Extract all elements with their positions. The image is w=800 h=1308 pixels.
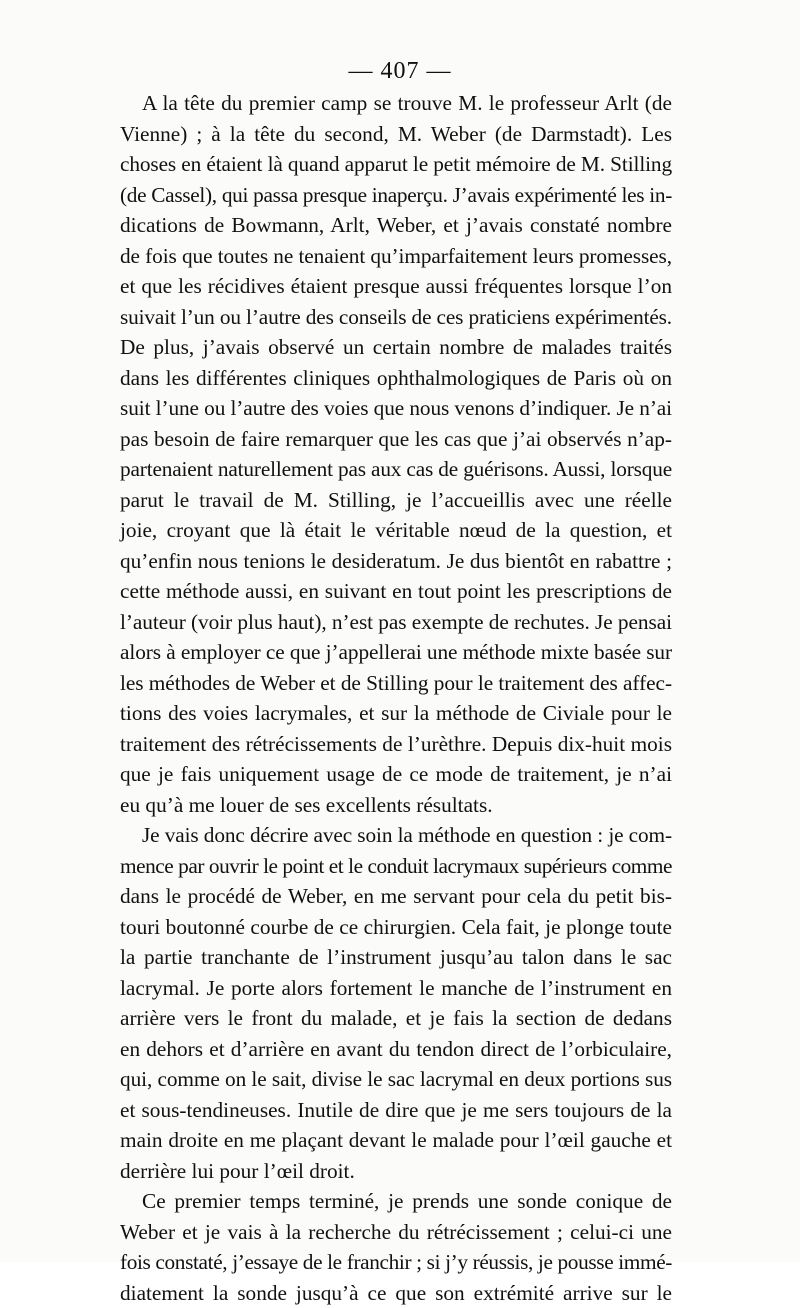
text-line: arrière vers le front du malade, et je fais la section de dedans <box>120 1003 672 1034</box>
page-number: — 407 — <box>0 58 800 85</box>
text-line: Ce premier temps terminé, je prends une sonde conique de <box>120 1186 672 1217</box>
text-line: dans le procédé de Weber, en me servant pour cela du petit bis- <box>120 881 672 912</box>
body-text <box>120 88 672 1308</box>
text-line: choses en étaient là quand apparut le petit mémoire de M. Stilling <box>120 149 672 180</box>
text-line: diatement la sonde jusqu’à ce que son extrémité arrive sur le <box>120 1278 672 1308</box>
text-line: qui, comme on le sait, divise le sac lacrymal en deux portions sus <box>120 1064 672 1095</box>
text-line: partenaient naturellement pas aux cas de guérisons. Aussi, lorsque <box>120 454 672 485</box>
paragraph-2 <box>120 820 672 1186</box>
text-line: Vienne) ; à la tête du second, M. Weber (de Darmstadt). Les <box>120 119 672 150</box>
text-line: qu’enfin nous tenions le desideratum. Je dus bientôt en rabattre ; <box>120 546 672 577</box>
text-line: joie, croyant que là était le véritable nœud de la question, et <box>120 515 672 546</box>
text-line: Je vais donc décrire avec soin la méthode en question : je com- <box>120 820 672 851</box>
text-line: touri boutonné courbe de ce chirurgien. Cela fait, je plonge toute <box>120 912 672 943</box>
text-line: pas besoin de faire remarquer que les cas que j’ai observés n’ap- <box>120 424 672 455</box>
text-line: parut le travail de M. Stilling, je l’accueillis avec une réelle <box>120 485 672 516</box>
paragraph-3 <box>120 1186 672 1308</box>
text-line: de fois que toutes ne tenaient qu’imparfaitement leurs promesses, <box>120 241 672 272</box>
text-line: tions des voies lacrymales, et sur la méthode de Civiale pour le <box>120 698 672 729</box>
text-line: la partie tranchante de l’instrument jusqu’au talon dans le sac <box>120 942 672 973</box>
text-line: et sous-tendineuses. Inutile de dire que je me sers toujours de la <box>120 1095 672 1126</box>
text-line: fois constaté, j’essaye de le franchir ; si j’y réussis, je pousse immé- <box>120 1247 672 1278</box>
text-line: (de Cassel), qui passa presque inaperçu. J’avais expérimenté les in- <box>120 180 672 211</box>
text-line: mence par ouvrir le point et le conduit lacrymaux supérieurs comme <box>120 851 672 882</box>
text-line: main droite en me plaçant devant le malade pour l’œil gauche et <box>120 1125 672 1156</box>
text-line: derrière lui pour l’œil droit. <box>120 1156 672 1187</box>
text-line: eu qu’à me louer de ses excellents résultats. <box>120 790 672 821</box>
text-line: en dehors et d’arrière en avant du tendon direct de l’orbiculaire, <box>120 1034 672 1065</box>
text-line: A la tête du premier camp se trouve M. le professeur Arlt (de <box>120 88 672 119</box>
text-line: De plus, j’avais observé un certain nombre de malades traités <box>120 332 672 363</box>
text-line: traitement des rétrécissements de l’urèthre. Depuis dix-huit mois <box>120 729 672 760</box>
text-line: et que les récidives étaient presque aussi fréquentes lorsque l’on <box>120 271 672 302</box>
text-line: suivait l’un ou l’autre des conseils de ces praticiens expérimentés. <box>120 302 672 333</box>
text-line: Weber et je vais à la recherche du rétrécissement ; celui-ci une <box>120 1217 672 1248</box>
text-line: que je fais uniquement usage de ce mode de traitement, je n’ai <box>120 759 672 790</box>
text-line: cette méthode aussi, en suivant en tout point les prescriptions de <box>120 576 672 607</box>
text-line: alors à employer ce que j’appellerai une méthode mixte basée sur <box>120 637 672 668</box>
text-line: dications de Bowmann, Arlt, Weber, et j’avais constaté nombre <box>120 210 672 241</box>
text-line: les méthodes de Weber et de Stilling pour le traitement des affec- <box>120 668 672 699</box>
text-line: lacrymal. Je porte alors fortement le manche de l’instrument en <box>120 973 672 1004</box>
text-line: suit l’une ou l’autre des voies que nous venons d’indiquer. Je n’ai <box>120 393 672 424</box>
text-line: dans les différentes cliniques ophthalmologiques de Paris où on <box>120 363 672 394</box>
paragraph-1 <box>120 88 672 820</box>
text-line: l’auteur (voir plus haut), n’est pas exempte de rechutes. Je pensai <box>120 607 672 638</box>
